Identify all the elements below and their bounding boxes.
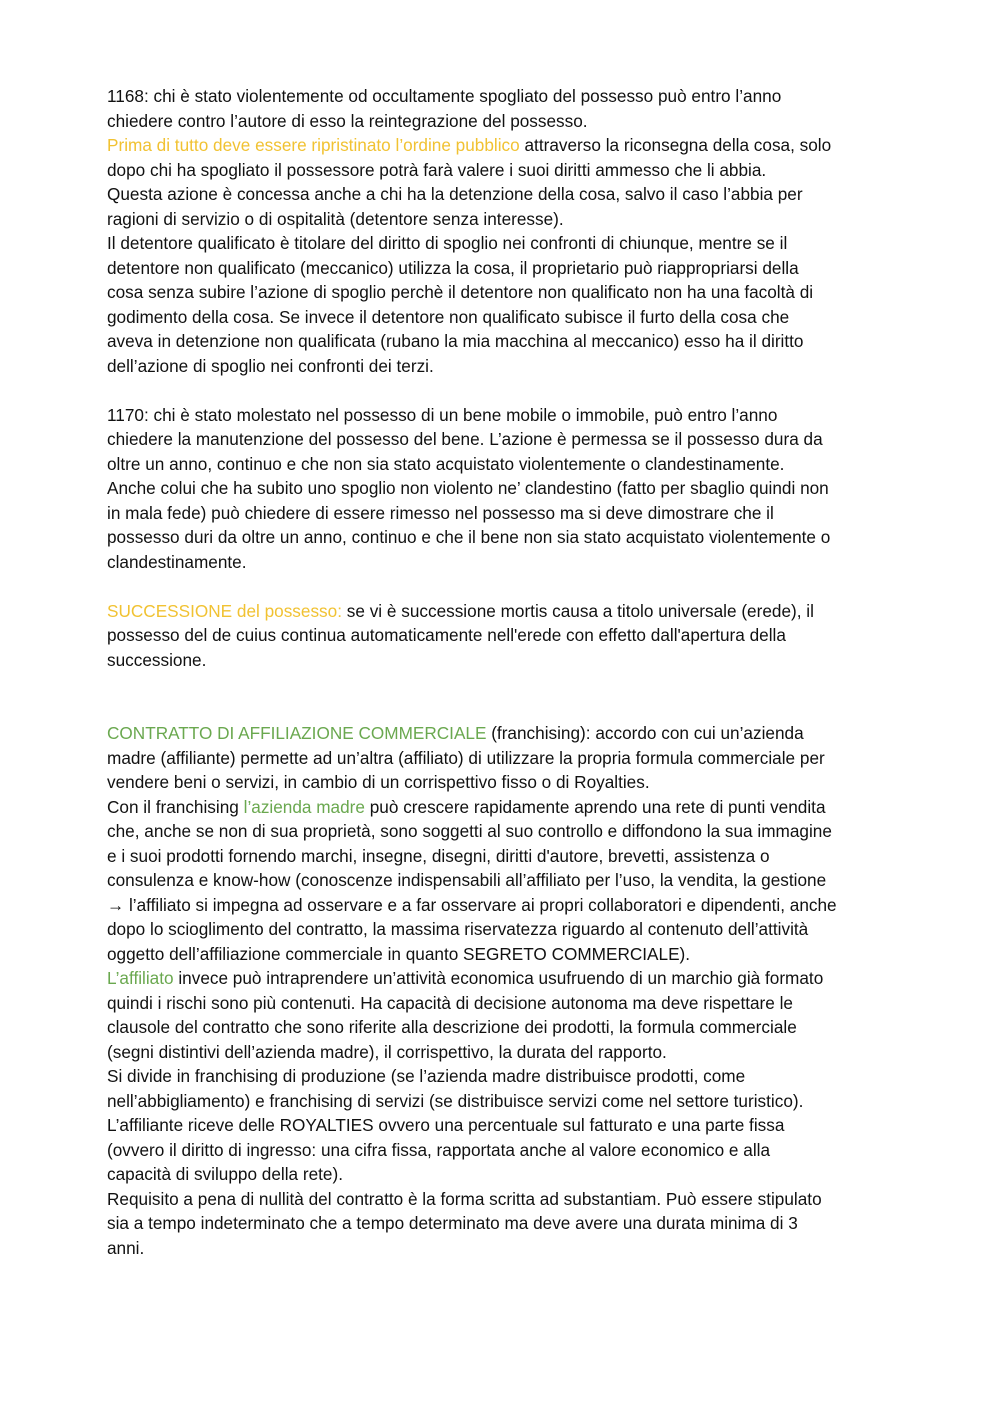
highlight-affiliato: L’affiliato bbox=[107, 968, 174, 988]
text-line: Il detentore qualificato è titolare del diritto di spoglio nei confronti di chiunque, mentre se il bbox=[107, 233, 788, 253]
text-line: → l’affiliato si impegna ad osservare e a far osservare ai propri collaboratori e dipendenti, anche bbox=[107, 894, 837, 915]
text-line: 1168: chi è stato violentemente od occultamente spogliato del possesso può entro l’anno bbox=[107, 86, 782, 106]
text-line: chiedere contro l’autore di esso la reintegrazione del possesso. bbox=[107, 110, 588, 131]
highlight-azienda-madre: l’azienda madre bbox=[243, 796, 365, 817]
text-line: chiedere la manutenzione del possesso del bene. L’azione è permessa se il possesso dura da bbox=[107, 429, 823, 449]
text-line: successione. bbox=[107, 649, 207, 670]
blank-line bbox=[107, 697, 907, 722]
paragraph-contratto-affiliazione bbox=[107, 721, 907, 1260]
text-line: oltre un anno, continuo e che non sia stato acquistato violentemente o clandestinamente. bbox=[107, 453, 785, 474]
text-line: detentore non qualificato (meccanico) utilizza la cosa, il proprietario può riappropriarsi della bbox=[107, 257, 799, 278]
text-line bbox=[107, 966, 907, 991]
text-line: 1170: chi è stato molestato nel possesso di un bene mobile o immobile, può entro l’anno bbox=[107, 404, 778, 425]
text-line: possesso del de cuius continua automaticamente nell'erede con effetto dall'apertura della bbox=[107, 625, 786, 645]
text-line: godimento della cosa. Se invece il detentore non qualificato subisce il furto della cosa che bbox=[107, 306, 790, 327]
text-line: ragioni di servizio o di ospitalità (detentore senza interesse). bbox=[107, 208, 564, 229]
text-line: capacità di sviluppo della rete). bbox=[107, 1164, 343, 1184]
text-line bbox=[107, 721, 907, 746]
highlight-successione: SUCCESSIONE del possesso: bbox=[107, 600, 342, 621]
text-line bbox=[107, 133, 907, 158]
text-line: vendere beni o servizi, in cambio di un corrispettivo fisso o di Royalties. bbox=[107, 772, 650, 792]
text-line: (ovvero il diritto di ingresso: una cifra fissa, rapportata anche al valore economico e alla bbox=[107, 1139, 771, 1160]
text-span: attraverso la riconsegna della cosa, solo bbox=[519, 135, 832, 155]
text-line: madre (affiliante) permette ad un’altra (affiliato) di utilizzare la propria formula commerciale per bbox=[107, 747, 825, 768]
text-span: se vi è successione mortis causa a titolo universale (erede), il bbox=[342, 600, 814, 621]
text-line: e i suoi prodotti fornendo marchi, insegne, disegni, diritti d'autore, brevetti, assistenza o bbox=[107, 845, 770, 866]
text-line: Questa azione è concessa anche a chi ha la detenzione della cosa, salvo il caso l’abbia per bbox=[107, 184, 803, 204]
text-line: anni. bbox=[107, 1237, 145, 1258]
text-line: quindi i rischi sono più contenuti. Ha capacità di decisione autonoma ma deve rispettare le bbox=[107, 992, 793, 1013]
text-line: (segni distintivi dell’azienda madre), il corrispettivo, la durata del rapporto. bbox=[107, 1041, 667, 1062]
text-line: nell’abbigliamento) e franchising di servizi (se distribuisce servizi come nel settore turistico). bbox=[107, 1090, 804, 1111]
text-line bbox=[107, 599, 907, 624]
text-line: clandestinamente. bbox=[107, 551, 247, 572]
text-span: (franchising): accordo con cui un’azienda bbox=[486, 723, 804, 743]
blank-line bbox=[107, 574, 907, 599]
highlight-contratto-title: CONTRATTO DI AFFILIAZIONE COMMERCIALE bbox=[107, 723, 487, 743]
text-line: sia a tempo indeterminato che a tempo determinato ma deve avere una durata minima di 3 bbox=[107, 1213, 798, 1233]
text-span: può crescere rapidamente aprendo una rete di punti vendita bbox=[364, 796, 826, 817]
text-line: aveva in detenzione non qualificata (rubano la mia macchina al meccanico) esso ha il diritto bbox=[107, 331, 804, 351]
text-line: dopo chi ha spogliato il possessore potrà farà valere i suoi diritti ammesso che li abbia. bbox=[107, 159, 767, 180]
text-line: oggetto dell’affiliazione commerciale in quanto SEGRETO COMMERCIALE). bbox=[107, 943, 691, 964]
paragraph-successione bbox=[107, 599, 907, 673]
text-line bbox=[107, 795, 907, 820]
text-line: clausole del contratto che sono riferite alla descrizione dei prodotti, la formula commerciale bbox=[107, 1017, 797, 1037]
text-line: dopo lo scioglimento del contratto, la massima riservatezza riguardo al contenuto dell’attività bbox=[107, 919, 809, 939]
blank-line bbox=[107, 378, 907, 403]
text-line: dell’azione di spoglio nei confronti dei terzi. bbox=[107, 355, 434, 376]
paragraph-art-1170 bbox=[107, 403, 907, 575]
text-line: che, anche se non di sua proprietà, sono soggetti al suo controllo e diffondono la sua immagine bbox=[107, 821, 832, 841]
text-line: Si divide in franchising di produzione (se l’azienda madre distribuisce prodotti, come bbox=[107, 1066, 746, 1086]
text-line: Requisito a pena di nullità del contratto è la forma scritta ad substantiam. Può essere stipulato bbox=[107, 1188, 822, 1209]
text-line: in mala fede) può chiedere di essere rimesso nel possesso ma si deve dimostrare che il bbox=[107, 502, 774, 523]
text-line: cosa senza subire l’azione di spoglio perchè il detentore non qualificato non ha una facoltà di bbox=[107, 282, 814, 302]
text-span: Con il franchising bbox=[107, 796, 244, 817]
document-page bbox=[107, 84, 907, 1260]
text-span: invece può intraprendere un’attività economica usufruendo di un marchio già formato bbox=[173, 968, 824, 988]
text-line: consulenza e know-how (conoscenze indispensabili all’affiliato per l’uso, la vendita, la gestione bbox=[107, 870, 827, 890]
text-line: possesso duri da oltre un anno, continuo e che il bene non sia stato acquistato violentemente o bbox=[107, 527, 831, 547]
paragraph-art-1168 bbox=[107, 84, 907, 378]
highlight-ordine-pubblico: Prima di tutto deve essere ripristinato l’ordine pubblico bbox=[107, 135, 520, 155]
blank-line bbox=[107, 672, 907, 697]
text-line: Anche colui che ha subito uno spoglio non violento ne’ clandestino (fatto per sbaglio quindi non bbox=[107, 478, 829, 498]
text-line: L’affiliante riceve delle ROYALTIES ovvero una percentuale sul fatturato e una parte fissa bbox=[107, 1115, 785, 1135]
